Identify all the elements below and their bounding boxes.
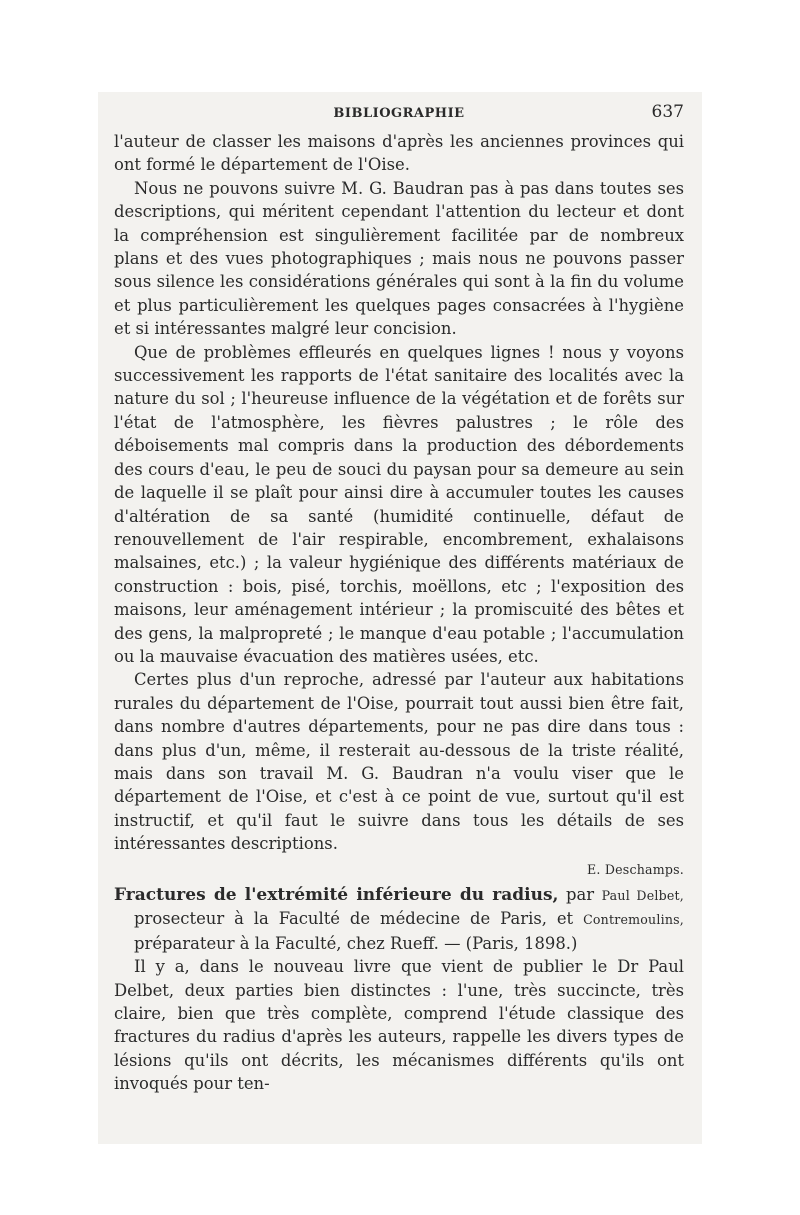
entry-rest: préparateur à la Faculté, chez Rueff. — (Paris, 1898.) bbox=[134, 933, 578, 953]
review-signature: E. Deschamps. bbox=[587, 861, 684, 877]
bibliography-entry bbox=[114, 883, 684, 955]
paragraph-2: Nous ne pouvons suivre M. G. Baudran pas à pas dans toutes ses descriptions, qui méritent cependant l'attention du lecteur et dont la compréhension est singulièrement facilitée par de nombreux plans et des vues photographiques ; mais nous ne pouvons passer sous silence les considérations générales qui sont à la fin du volume et plus particulièrement les quelques pages consacrées à l'hygiène et si intéressantes malgré leur concision. bbox=[114, 178, 684, 339]
paragraph-5: Il y a, dans le nouveau livre que vient de publier le Dr Paul Delbet, deux parties bien distinctes : l'une, très succincte, très claire, bien que très complète, comprend l'étude classique des fractures du radius d'après les auteurs, rappelle les divers types de lésions qu'ils ont décrits, les mécanismes différents qu'ils ont invoqués pour ten- bbox=[114, 957, 684, 1094]
page-header bbox=[114, 102, 684, 130]
entry-title: Fractures de l'extrémité inférieure du radius, bbox=[114, 885, 559, 905]
paragraph-1: l'auteur de classer les maisons d'après les anciennes provinces qui ont formé le département de l'Oise. bbox=[114, 132, 684, 175]
entry-middle: prosecteur à la Faculté de médecine de Paris, et bbox=[134, 909, 584, 929]
running-head: BIBLIOGRAPHIE bbox=[333, 106, 465, 121]
page-number: 637 bbox=[651, 102, 684, 122]
body-text bbox=[114, 130, 684, 1096]
paragraph-4: Certes plus d'un reproche, adressé par l'auteur aux habitations rurales du département de l'Oise, pourrait tout aussi bien être fait, dans nombre d'autres départements, pour ne pas dire dans tous : dans plus d'un, même, il resterait au-dessous de la triste réalité, mais dans son travail M. G. Baudran n'a voulu viser que le département de l'Oise, et c'est à ce point de vue, surtout qu'il est instructif, et qu'il faut le suivre dans tous les détails de ses intéressantes descriptions. bbox=[114, 670, 684, 854]
entry-by: par bbox=[558, 885, 602, 904]
paragraph-3: Que de problèmes effleurés en quelques lignes ! nous y voyons successivement les rapports de l'état sanitaire des localités avec la nature du sol ; l'heureuse influence de la végétation et de forêts sur l'état de l'atmosphère, les fièvres palustres ; le rôle des déboisements mal compris dans la production des débordements des cours d'eau, le peu de souci du paysan pour sa demeure au sein de laquelle il se plaît pour ainsi dire à accumuler toutes les causes d'altération de sa santé (humidité continuelle, défaut de renouvellement de l'air respirable, encombrement, exhalaisons malsaines, etc.) ; la valeur hygiénique des différents matériaux de construction : bois, pisé, torchis, moëllons, etc ; l'exposition des maisons, leur aménagement intérieur ; la promiscuité des bêtes et des gens, la malpropreté ; le manque d'eau potable ; l'accumulation ou la mauvaise évacuation des matières usées, etc. bbox=[114, 342, 684, 666]
entry-author-1: Paul Delbet, bbox=[601, 888, 684, 903]
entry-author-2: Contremoulins, bbox=[583, 912, 684, 928]
